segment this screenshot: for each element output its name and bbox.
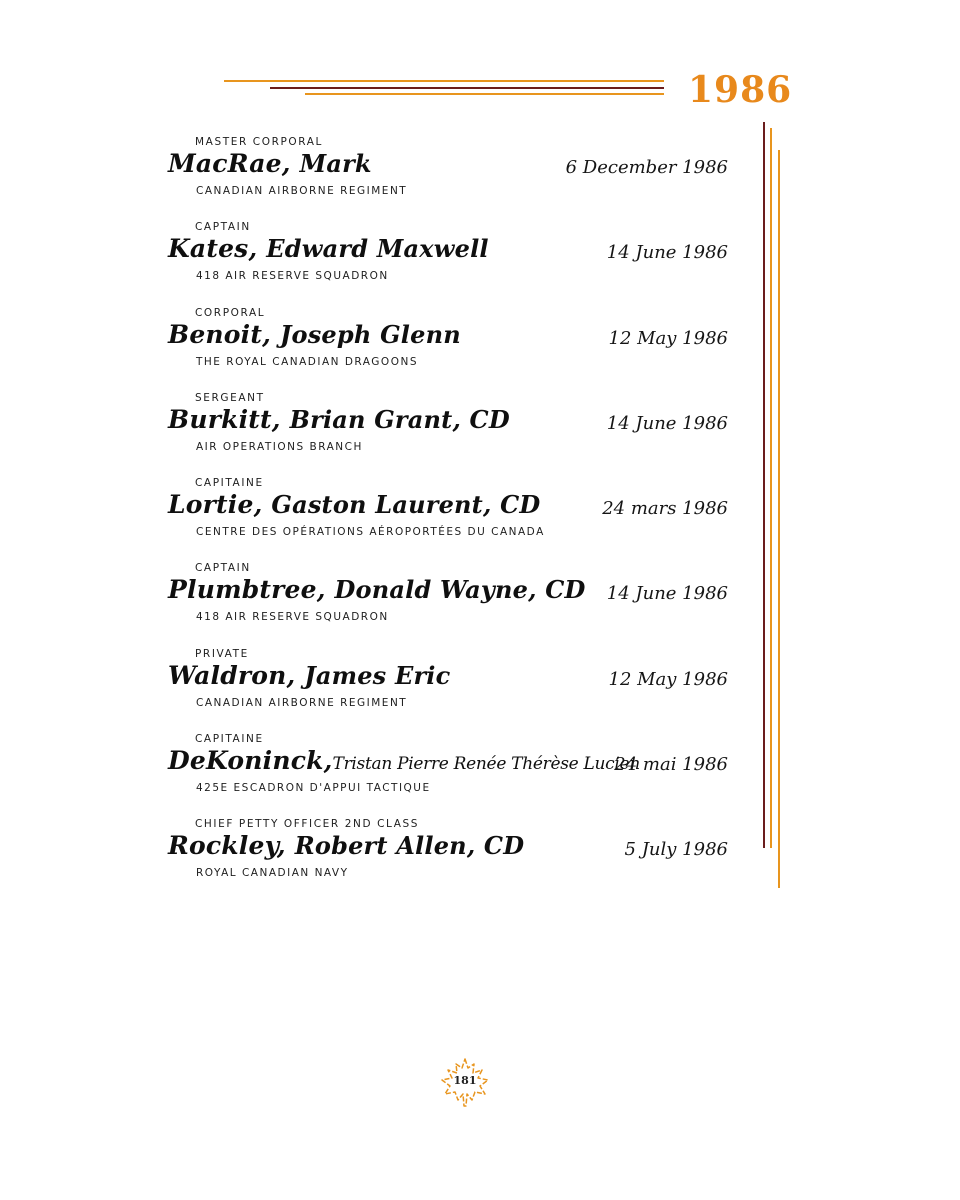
entry-date: 5 July 1986 <box>624 839 728 861</box>
entry-surname: Waldron, <box>168 660 296 690</box>
memorial-entry <box>168 219 728 304</box>
memorial-entry <box>168 646 728 731</box>
entry-unit: CENTRE DES OPÉRATIONS AÉROPORTÉES DU CANADA <box>196 526 545 539</box>
entry-rank: CAPTAIN <box>195 221 251 234</box>
entry-name <box>168 234 489 263</box>
entry-surname: Benoit, <box>168 319 272 349</box>
entry-name <box>168 320 461 349</box>
entry-date: 14 June 1986 <box>606 583 728 605</box>
entry-surname: Rockley, <box>168 831 286 861</box>
top-rule-orange-lower <box>305 93 664 95</box>
entry-date: 12 May 1986 <box>608 327 728 349</box>
memorial-entry <box>168 560 728 645</box>
entry-given-names: Tristan Pierre Renée Thérèse Lucien <box>332 754 640 775</box>
side-rule-orange-outer <box>778 150 780 888</box>
top-rule-maroon <box>270 87 664 89</box>
memorial-entry <box>168 731 728 816</box>
entry-surname: Burkitt, <box>168 404 281 434</box>
entry-given-names: Mark <box>299 149 372 178</box>
entry-rank: CORPORAL <box>195 306 266 319</box>
entry-name <box>168 490 540 519</box>
entry-date: 14 June 1986 <box>606 242 728 264</box>
entry-name <box>168 149 372 178</box>
memorial-entry <box>168 305 728 390</box>
entry-rank: CAPTAIN <box>195 562 251 575</box>
entry-rank: SERGEANT <box>195 391 265 404</box>
entry-name <box>168 575 586 604</box>
entry-surname: Kates, <box>168 234 258 264</box>
entry-surname: DeKoninck, <box>168 746 333 776</box>
entry-rank: PRIVATE <box>195 647 249 660</box>
entry-date: 24 mars 1986 <box>602 498 728 520</box>
entry-date: 14 June 1986 <box>606 412 728 434</box>
entry-name <box>168 405 510 434</box>
entry-given-names: Gaston Laurent, CD <box>271 490 541 520</box>
page-number-ornament <box>436 1056 494 1110</box>
entry-unit: AIR OPERATIONS BRANCH <box>196 440 363 453</box>
entry-given-names: Edward Maxwell <box>266 234 489 264</box>
entry-surname: Plumbtree, <box>168 575 326 605</box>
entry-date: 24 mai 1986 <box>614 754 728 776</box>
entry-given-names: Robert Allen, CD <box>294 831 525 861</box>
entry-rank: CAPITAINE <box>195 733 264 746</box>
side-rule-maroon <box>763 122 765 848</box>
entry-rank: CAPITAINE <box>195 477 264 490</box>
entry-unit: CANADIAN AIRBORNE REGIMENT <box>196 696 408 709</box>
entry-date: 12 May 1986 <box>608 668 728 690</box>
memorial-entry <box>168 816 728 901</box>
page-number: 181 <box>453 1074 477 1087</box>
top-rule-orange <box>224 80 664 82</box>
side-rule-orange <box>770 128 772 848</box>
entry-given-names: James Eric <box>304 660 451 690</box>
entry-unit: ROYAL CANADIAN NAVY <box>196 867 349 880</box>
memorial-entry <box>168 134 728 219</box>
entry-given-names: Donald Wayne, CD <box>334 575 586 605</box>
memorial-entry-list <box>168 134 728 902</box>
entry-rank: CHIEF PETTY OFFICER 2ND CLASS <box>195 818 420 831</box>
entry-unit: 425E ESCADRON D'APPUI TACTIQUE <box>196 782 431 795</box>
entry-rank: MASTER CORPORAL <box>195 136 323 148</box>
entry-unit: 418 AIR RESERVE SQUADRON <box>196 611 389 624</box>
entry-name <box>168 831 524 860</box>
entry-date: 6 December 1986 <box>565 157 728 178</box>
entry-surname: MacRae, <box>168 149 291 178</box>
entry-given-names: Joseph Glenn <box>279 319 461 349</box>
entry-unit: CANADIAN AIRBORNE REGIMENT <box>196 185 408 197</box>
entry-name <box>168 661 450 690</box>
entry-given-names: Brian Grant, CD <box>289 404 510 434</box>
entry-unit: THE ROYAL CANADIAN DRAGOONS <box>196 355 418 368</box>
entry-unit: 418 AIR RESERVE SQUADRON <box>196 270 389 283</box>
entry-name <box>168 746 640 775</box>
page-year-heading: 1986 <box>688 69 793 111</box>
memorial-entry <box>168 475 728 560</box>
entry-surname: Lortie, <box>168 490 263 520</box>
memorial-entry <box>168 390 728 475</box>
